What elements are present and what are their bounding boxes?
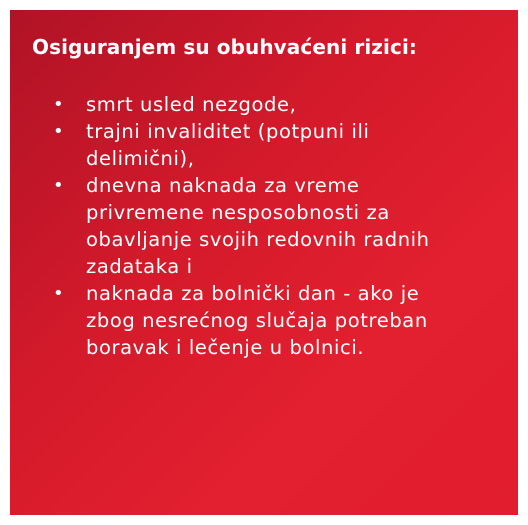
list-item-permanent-disability: [10, 118, 518, 172]
list-item-daily-allowance: [10, 172, 518, 280]
risk-info-card: [10, 10, 518, 515]
list-item-text: dnevna naknada za vreme privremene nesposobnosti za obavljanje svojih redovnih radnih zadataka i: [86, 174, 430, 278]
bullet-icon: •: [53, 283, 65, 304]
list-item-hospital-day: [10, 280, 518, 361]
list-item-text: naknada za bolnički dan - ako je zbog nesrećnog slučaja potreban boravak i lečenje u bolnici.: [86, 282, 428, 359]
list-item-text: trajni invaliditet (potpuni ili delimični),: [86, 120, 370, 170]
bullet-icon: •: [53, 175, 65, 196]
list-item-text: smrt usled nezgode,: [86, 93, 297, 116]
bullet-icon: •: [53, 94, 65, 115]
list-item-accidental-death: [10, 91, 518, 118]
card-heading: Osiguranjem su obuhvaćeni rizici:: [32, 35, 418, 59]
bullet-icon: •: [53, 121, 65, 142]
risk-list: [10, 91, 518, 361]
